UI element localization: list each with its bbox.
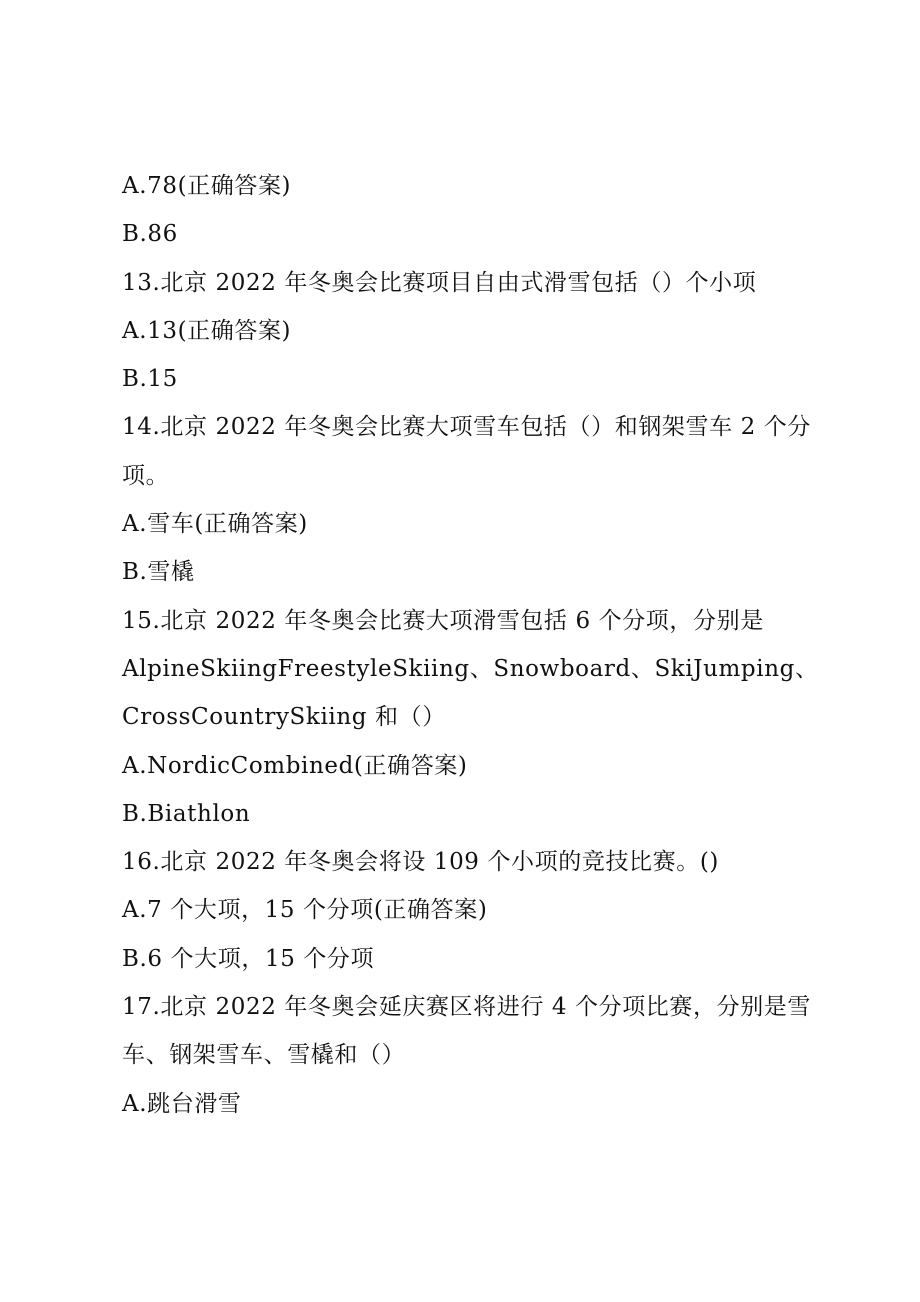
question-16: 16.北京 2022 年冬奥会将设 109 个小项的竞技比赛。() bbox=[122, 849, 720, 876]
option-b-q12: B.86 bbox=[122, 221, 178, 248]
question-17-line-2: 车、钢架雪车、雪橇和（） bbox=[122, 1042, 406, 1069]
question-15-line-1: 15.北京 2022 年冬奥会比赛大项滑雪包括 6 个分项，分别是 bbox=[122, 607, 764, 634]
question-17-line-1: 17.北京 2022 年冬奥会延庆赛区将进行 4 个分项比赛，分别是雪 bbox=[122, 994, 811, 1021]
option-a-q12: A.78(正确答案) bbox=[122, 173, 292, 199]
question-15-line-3: CrossCountrySkiing 和（） bbox=[122, 704, 446, 731]
document-page bbox=[122, 162, 822, 1128]
question-14-line-1: 14.北京 2022 年冬奥会比赛大项雪车包括（）和钢架雪车 2 个分 bbox=[122, 414, 811, 441]
option-a-q17: A.跳台滑雪 bbox=[122, 1090, 242, 1117]
option-b-q14: B.雪橇 bbox=[122, 559, 195, 586]
option-b-q13: B.15 bbox=[122, 366, 178, 393]
option-a-q15: A.NordicCombined(正确答案) bbox=[122, 752, 468, 779]
option-a-q16: A.7 个大项，15 个分项(正确答案) bbox=[122, 897, 488, 924]
option-b-q15: B.Biathlon bbox=[122, 800, 251, 827]
question-15-line-2: AlpineSkiingFreestyleSkiing、Snowboard、SkiJumping、 bbox=[122, 655, 819, 682]
option-a-q13: A.13(正确答案) bbox=[122, 317, 292, 344]
option-a-q14: A.雪车(正确答案) bbox=[122, 511, 308, 538]
option-b-q16: B.6 个大项，15 个分项 bbox=[122, 945, 375, 972]
question-13: 13.北京 2022 年冬奥会比赛项目自由式滑雪包括（）个小项 bbox=[122, 269, 757, 296]
question-14-line-2: 项。 bbox=[122, 462, 170, 489]
